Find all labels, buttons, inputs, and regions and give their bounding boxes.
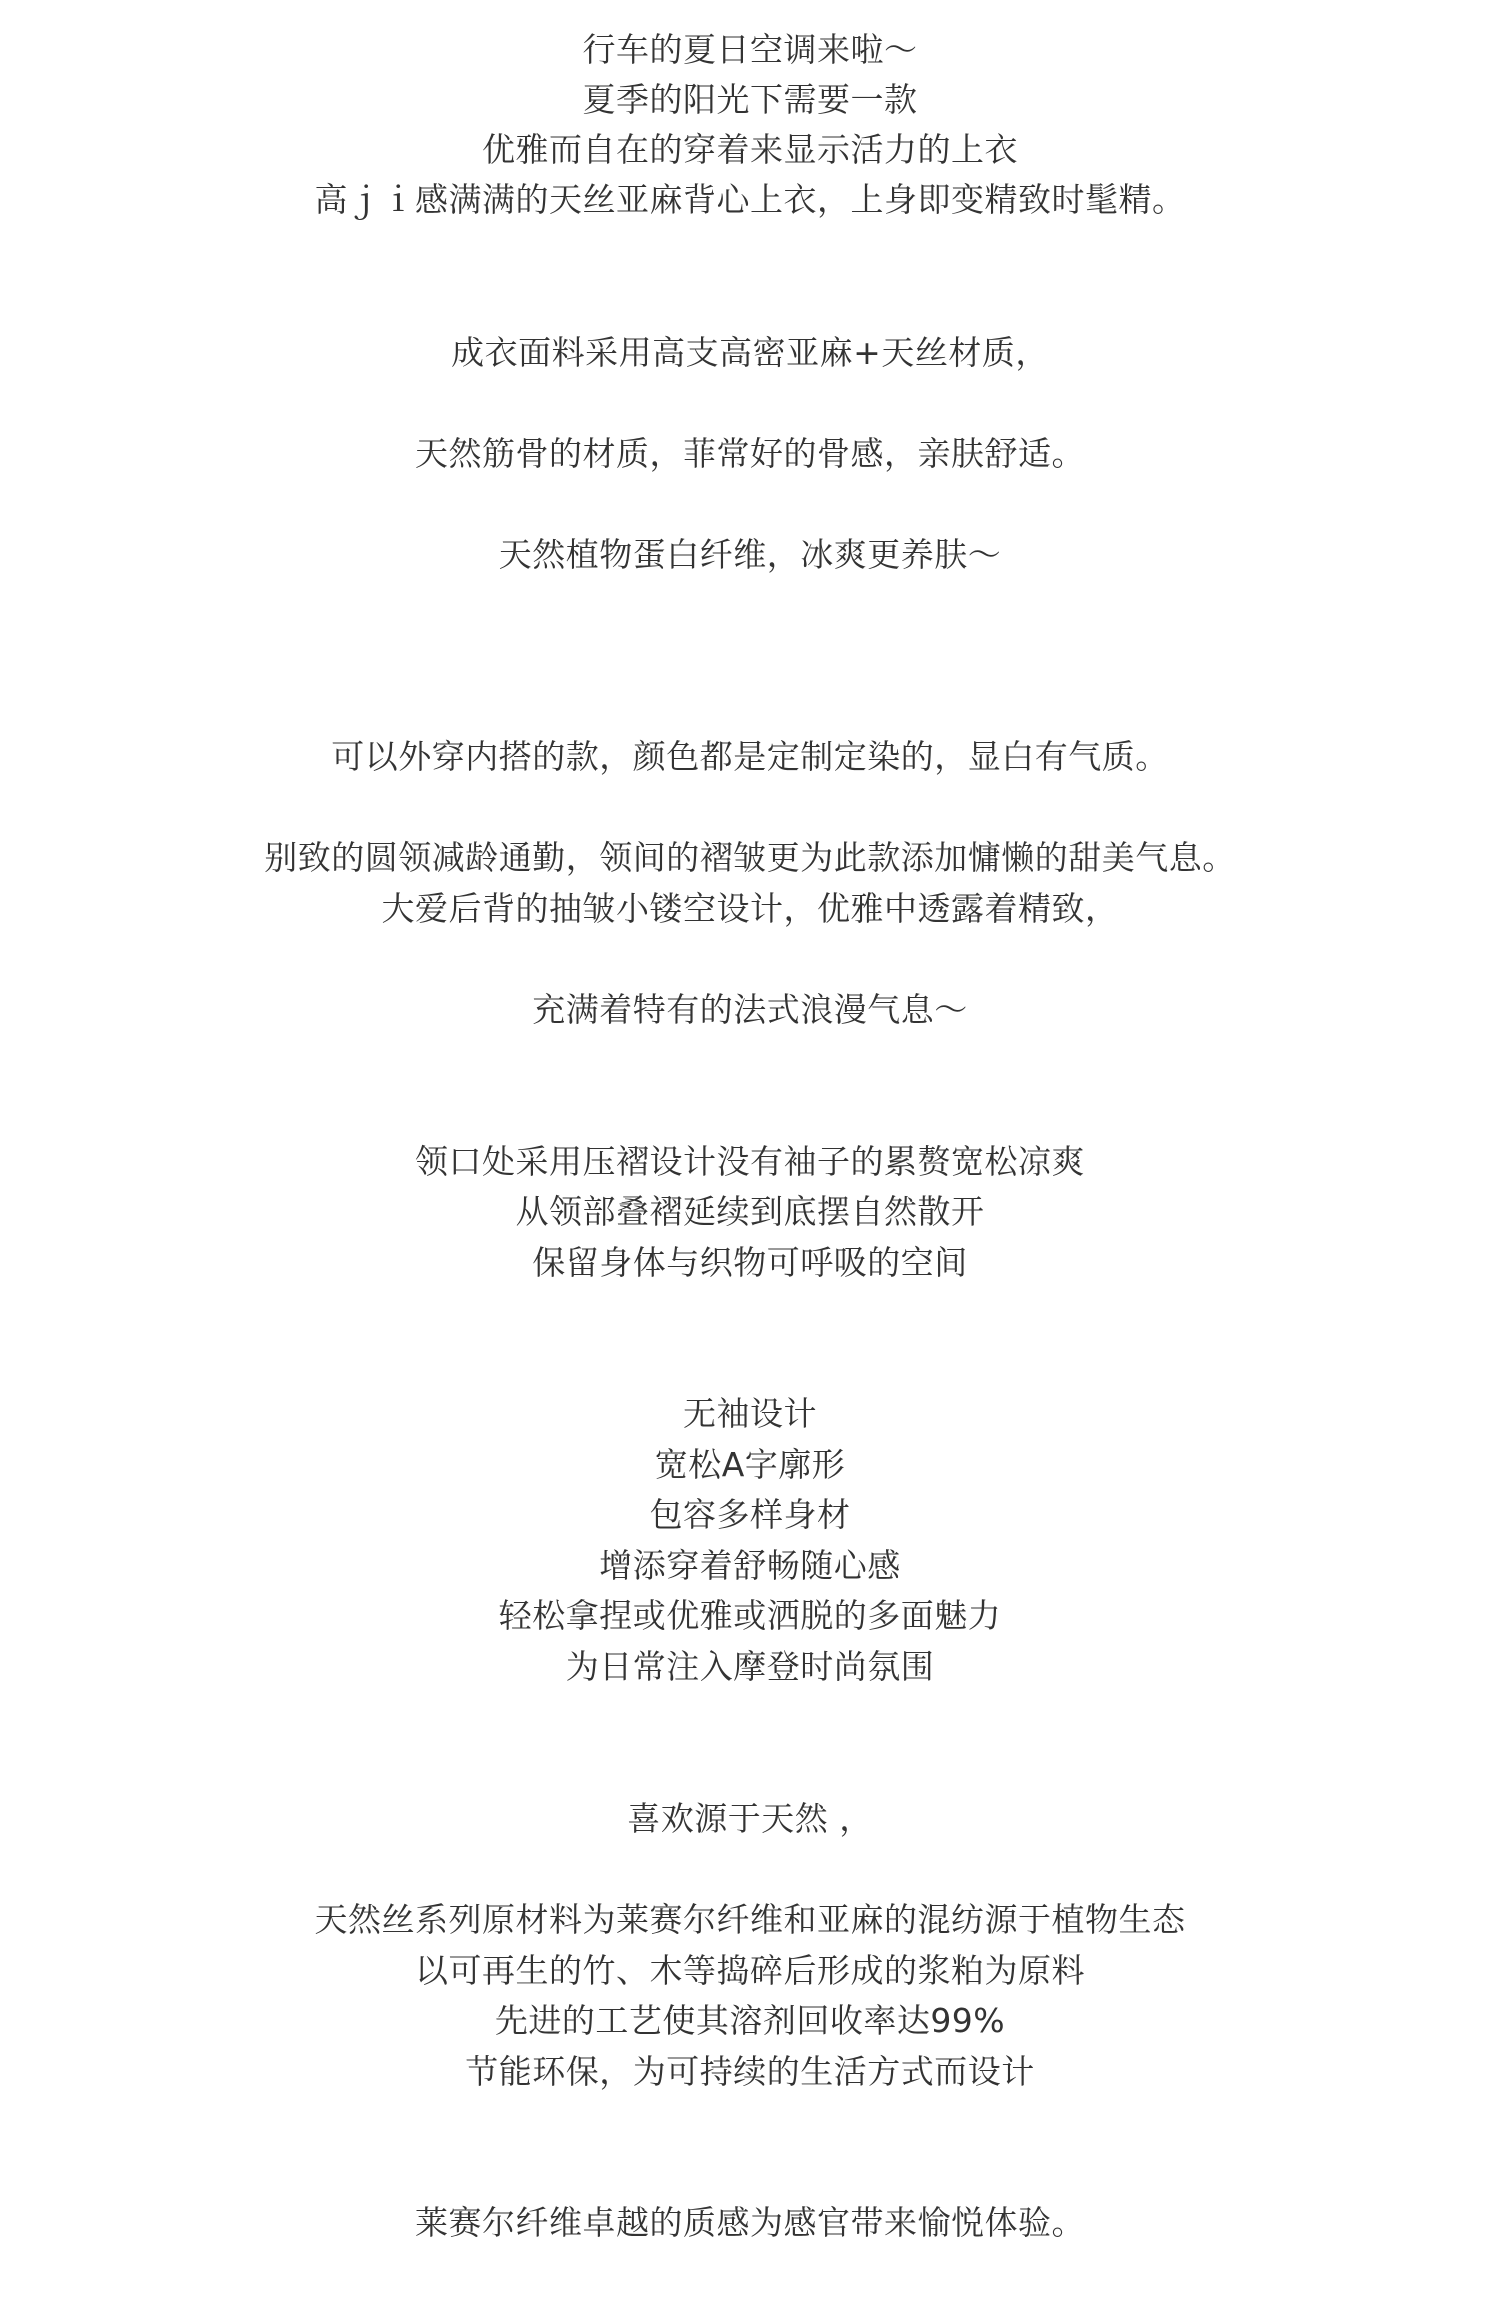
- text-line-17: 包容多样身材: [649, 1495, 851, 1534]
- text-line-5: 成衣面料采用高支高密亚麻+天丝材质，: [451, 333, 1049, 372]
- text-line-23: 以可再生的竹、木等捣碎后形成的浆粕为原料: [415, 1951, 1085, 1990]
- text-line-18: 增添穿着舒畅随心感: [599, 1546, 901, 1585]
- text-line-9: 别致的圆领减龄通勤，领间的褶皱更为此款添加慵懒的甜美气息。: [264, 838, 1236, 877]
- text-line-11: 充满着特有的法式浪漫气息～: [532, 990, 968, 1029]
- text-line-24: 先进的工艺使其溶剂回收率达99%: [494, 2001, 1006, 2040]
- text-line-19: 轻松拿捏或优雅或洒脱的多面魅力: [498, 1596, 1002, 1635]
- text-line-20: 为日常注入摩登时尚氛围: [565, 1647, 935, 1686]
- text-line-27-partial: [0, 2296, 1500, 2322]
- text-line-22: 天然丝系列原材料为莱赛尔纤维和亚麻的混纺源于植物生态: [314, 1900, 1186, 1939]
- text-line-25: 节能环保，为可持续的生活方式而设计: [465, 2052, 1035, 2091]
- text-line-7: 天然植物蛋白纤维，冰爽更养肤～: [498, 535, 1002, 574]
- text-line-26: 莱赛尔纤维卓越的质感为感官带来愉悦体验。: [415, 2203, 1085, 2242]
- text-line-3: 优雅而自在的穿着来显示活力的上衣: [482, 130, 1018, 169]
- text-line-21: 喜欢源于天然 ，: [627, 1799, 873, 1838]
- text-line-4: 高ｊｉ感满满的天丝亚麻背心上衣，上身即变精致时髦精。: [314, 180, 1186, 219]
- text-line-10: 大爱后背的抽皱小镂空设计，优雅中透露着精致，: [381, 889, 1119, 928]
- text-line-1: 行车的夏日空调来啦～: [582, 30, 918, 69]
- text-line-2: 夏季的阳光下需要一款: [582, 80, 918, 119]
- text-line-13: 从领部叠褶延续到底摆自然散开: [515, 1192, 985, 1231]
- text-line-16: 宽松A字廓形: [654, 1445, 846, 1484]
- text-line-14: 保留身体与织物可呼吸的空间: [532, 1243, 968, 1282]
- text-line-15: 无袖设计: [683, 1394, 817, 1433]
- text-line-6: 天然筋骨的材质，菲常好的骨感，亲肤舒适。: [415, 434, 1085, 473]
- text-line-8: 可以外穿内搭的款，颜色都是定制定染的，显白有气质。: [331, 737, 1169, 776]
- text-line-12: 领口处采用压褶设计没有袖子的累赘宽松凉爽: [415, 1142, 1085, 1181]
